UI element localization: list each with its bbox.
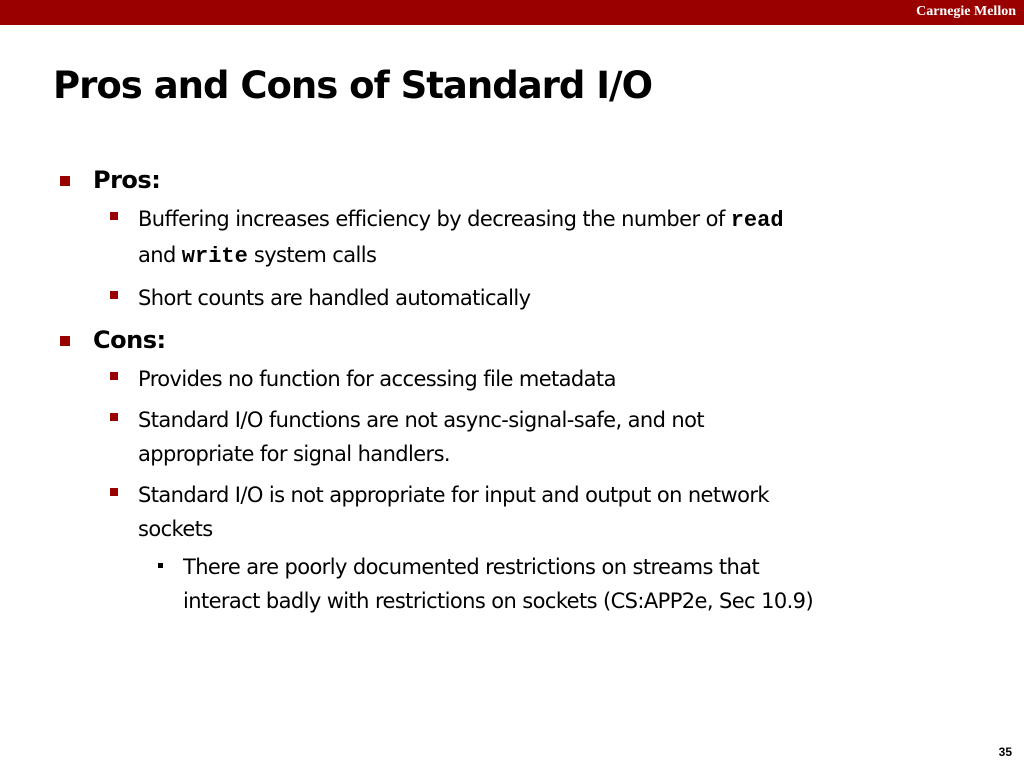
cons-subitem-text: interact badly with restrictions on sockets (CS:APP2e, Sec 10.9) [183, 589, 814, 613]
pros-item-text: system calls [247, 243, 377, 267]
code-read: read [730, 208, 784, 233]
square-bullet-icon [60, 176, 70, 186]
slide-content [56, 160, 956, 618]
cons-item-text: Provides no function for accessing file metadata [138, 367, 616, 391]
cons-item-text: Standard I/O is not appropriate for input and output on network [138, 483, 769, 507]
pros-item-text: Short counts are handled automatically [138, 286, 531, 310]
code-write: write [181, 244, 248, 269]
cons-item-text: Standard I/O functions are not async-signal-safe, and not [138, 408, 705, 432]
page-number: 35 [998, 745, 1012, 759]
cons-heading: Cons: [93, 326, 166, 354]
pros-item-buffering [56, 202, 956, 274]
pros-item-text: and [138, 243, 182, 267]
pros-heading: Pros: [93, 166, 161, 194]
slide-title: Pros and Cons of Standard I/O [53, 64, 653, 107]
square-bullet-icon [60, 336, 70, 346]
cons-subitem-restrictions [56, 550, 923, 618]
pros-item-text: Buffering increases efficiency by decreasing the number of [138, 207, 731, 231]
small-square-bullet-icon [158, 563, 163, 568]
cons-item-network-sockets [56, 478, 956, 546]
square-bullet-icon [110, 413, 118, 421]
brand-label: Carnegie Mellon [916, 4, 1016, 19]
cons-item-text: sockets [138, 517, 213, 541]
cons-item-metadata [56, 362, 956, 396]
square-bullet-icon [110, 372, 118, 380]
cons-heading-item [56, 322, 956, 358]
cons-item-signal-safe [56, 403, 956, 471]
pros-item-short-counts [56, 281, 956, 315]
square-bullet-icon [110, 488, 118, 496]
square-bullet-icon [110, 291, 118, 299]
square-bullet-icon [110, 212, 118, 220]
pros-heading-item [56, 162, 956, 198]
cons-item-text: appropriate for signal handlers. [138, 442, 451, 466]
header-bar [0, 0, 1024, 25]
cons-subitem-text: There are poorly documented restrictions on streams that [183, 555, 760, 579]
